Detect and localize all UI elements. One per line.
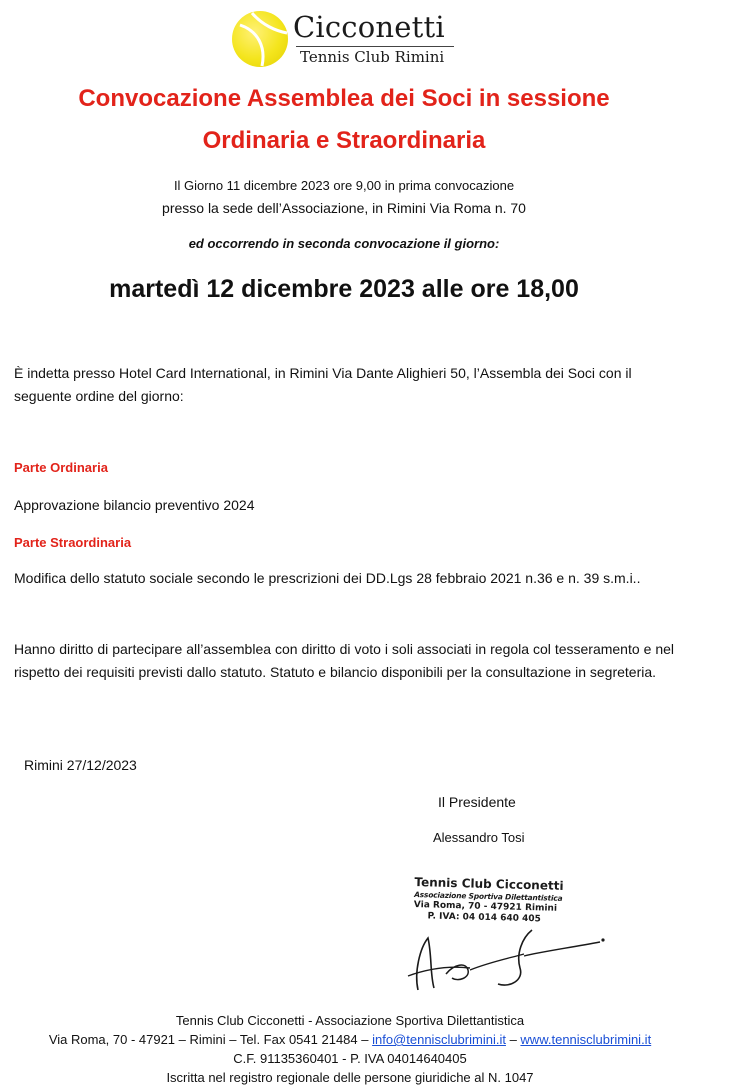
first-call-location: presso la sede dell’Associazione, in Rimini Via Roma n. 70 xyxy=(162,200,526,216)
logo-name: Cicconetti xyxy=(293,10,445,44)
logo-divider xyxy=(296,46,454,47)
president-title: Il Presidente xyxy=(438,794,516,810)
handwritten-signature-icon xyxy=(400,918,610,998)
extraordinary-agenda-item: Modifica dello statuto sociale secondo le prescrizioni dei DD.Lgs 28 febbraio 2021 n.36 e n. 39 s.m.i.. xyxy=(14,570,641,586)
stamp-address: Via Roma, 70 - 47921 Rimini xyxy=(413,900,558,914)
footer-separator: – xyxy=(505,1032,521,1047)
footer-org-name: Tennis Club Cicconetti - Associazione Sportiva Dilettantistica xyxy=(175,1013,525,1028)
voting-rights-paragraph: Hanno diritto di partecipare all’assemblea con diritto di voto i soli associati in regola col tesseramento e nel rispetto dei requisiti previsti dallo statuto. Statuto e bilancio disponibili per la consultazione in segreteria. xyxy=(14,641,674,680)
stamp-association: Associazione Sportiva Dilettantistica xyxy=(414,890,563,903)
ordinary-agenda-item: Approvazione bilancio preventivo 2024 xyxy=(14,497,255,513)
footer-address-phone: Via Roma, 70 - 47921 – Rimini – Tel. Fax 0541 21484 – xyxy=(48,1032,373,1047)
footer-registry: Iscritta nel registro regionale delle persone giuridiche al N. 1047 xyxy=(166,1070,534,1085)
stamp-club-name: Tennis Club Cicconetti xyxy=(414,875,564,893)
second-call-date: martedì 12 dicembre 2023 alle ore 18,00 xyxy=(109,275,579,303)
footer-email-link[interactable]: info@tennisclubrimini.it xyxy=(372,1032,506,1047)
place-and-date: Rimini 27/12/2023 xyxy=(24,757,137,773)
president-name: Alessandro Tosi xyxy=(433,830,525,845)
page-title-line2: Ordinaria e Straordinaria xyxy=(202,127,486,154)
page-title-line1: Convocazione Assemblea dei Soci in sessione xyxy=(78,85,610,112)
second-call-intro: ed occorrendo in seconda convocazione il giorno: xyxy=(188,236,500,251)
ordinary-section-heading: Parte Ordinaria xyxy=(14,460,108,475)
footer-tax-ids: C.F. 91135360401 - P. IVA 04014640405 xyxy=(233,1051,467,1066)
footer-website-link[interactable]: www.tennisclubrimini.it xyxy=(520,1032,652,1047)
extraordinary-section-heading: Parte Straordinaria xyxy=(14,535,132,550)
logo-subtitle: Tennis Club Rimini xyxy=(300,48,445,66)
stamp-vat: P. IVA: 04 014 640 405 xyxy=(427,911,542,925)
footer-contacts xyxy=(0,1032,700,1047)
first-call-date: Il Giorno 11 dicembre 2023 ore 9,00 in prima convocazione xyxy=(173,178,515,193)
meeting-intro-paragraph: È indetta presso Hotel Card International, in Rimini Via Dante Alighieri 50, l’Assembla dei Soci con il seguente ordine del giorno: xyxy=(14,365,632,404)
tennis-ball-logo-icon xyxy=(232,11,288,67)
